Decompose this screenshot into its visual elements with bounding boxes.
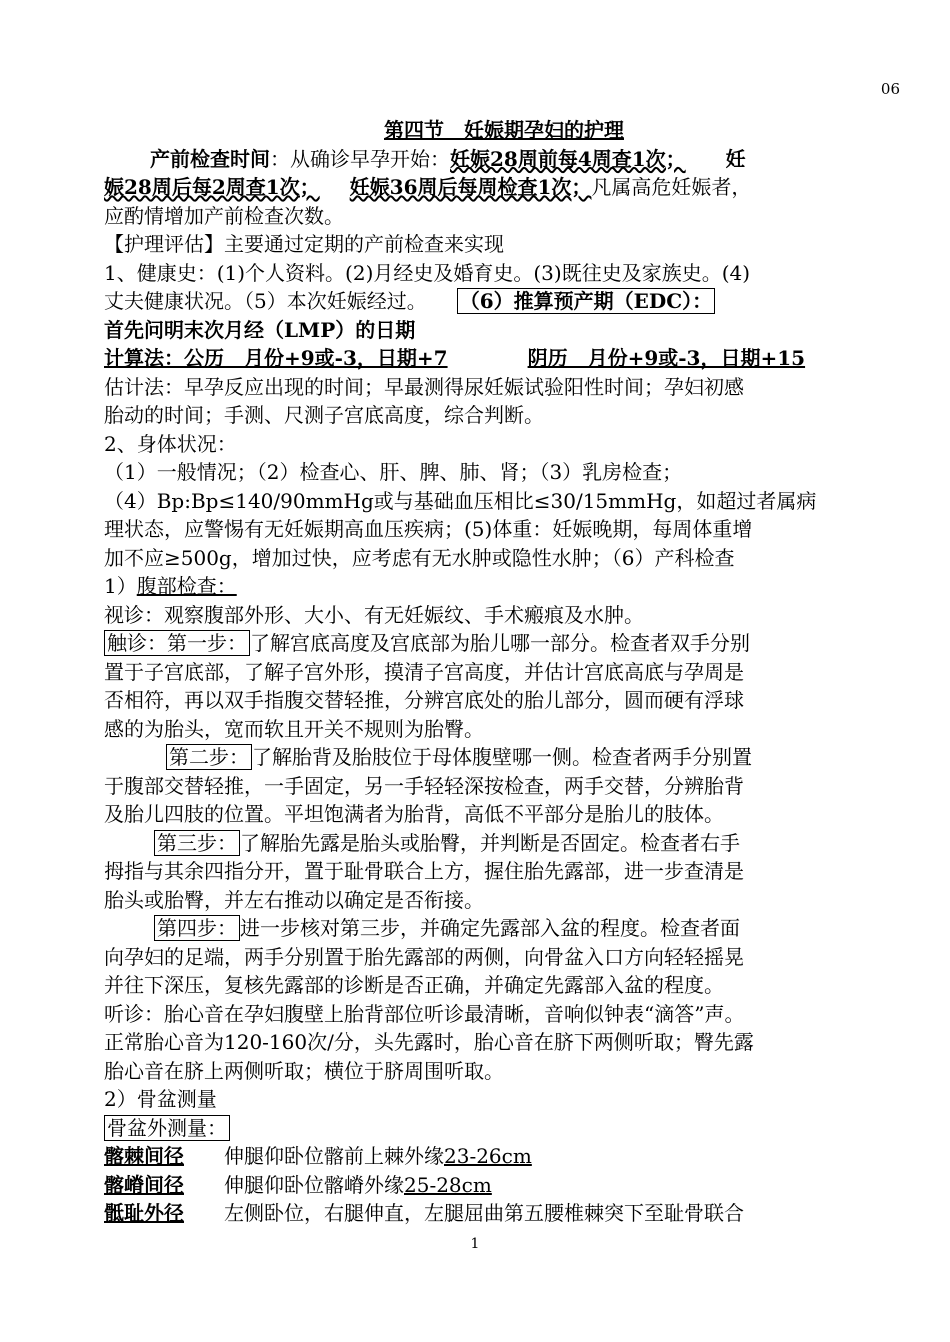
pelvis-row-desc: 伸腿仰卧位髂嵴外缘 <box>224 1172 404 1197</box>
intro-label: 产前检查时间 <box>150 146 270 171</box>
intro-line-3: 应酌情增加产前检查次数。 <box>104 203 344 228</box>
auscultation-line-1: 听诊：胎心音在孕妇腹壁上胎背部位听诊最清晰，音响似钟表“滴答”声。 <box>104 1001 745 1026</box>
auscultation-line-3: 胎心音在脐上两侧听取；横位于脐周围听取。 <box>104 1058 504 1083</box>
body-status-line-2: （4）Bp:Bp≤140/90mmHg或与基础血压相比≤30/15mmHg，如超过者属病 <box>104 488 817 513</box>
pelvis-row-desc: 左侧卧位，右腿伸直，左腿屈曲第五腰椎棘突下至耻骨联合 <box>224 1201 744 1225</box>
body-status-line-3: 理状态，应警惕有无妊娠期高血压疾病；(5)体重：妊娠晚期，每周体重增 <box>104 517 753 541</box>
step2-label: 第二步： <box>166 744 252 770</box>
history-line2-text: 丈夫健康状况。（5）本次妊娠经过。 <box>104 289 427 313</box>
pelvis-external-line <box>104 1114 904 1143</box>
auscultation-line-2: 正常胎心音为120-160次/分，头先露时，胎心音在脐下两侧听取；臀先露 <box>104 1030 754 1054</box>
intro-part3: 妊 <box>725 146 746 171</box>
abdominal-heading <box>104 572 904 601</box>
step4-line-2: 向孕妇的足端，两手分别置于胎先露部的两侧，向骨盆入口方向轻轻摇晃 <box>104 944 744 969</box>
estimate-line-1: 估计法：早孕反应出现的时间；早最测得尿妊娠试验阳性时间；孕妇初感 <box>104 374 744 399</box>
step1-line-1 <box>104 629 904 658</box>
intro-part2: 妊娠28周前每4周查1次； <box>450 146 686 171</box>
lmp-line: 首先问明末次月经（LMP）的日期 <box>104 317 416 342</box>
step3-text-1: 了解胎先露是胎头或胎臀，并判断是否固定。检查者右手 <box>240 830 740 855</box>
pelvis-row <box>104 1199 904 1228</box>
abdominal-num: 1） <box>104 574 137 598</box>
body-status-line-4: 加不应≥500g，增加过快，应考虑有无水肿或隐性水肿；（6）产科检查 <box>104 545 735 570</box>
calc-lunar: 阴历 月份+9或-3，日期+15 <box>527 346 806 370</box>
intro-line2-a: 娠28周后每2周查1次； <box>104 175 320 199</box>
step1-line-3: 否相符，再以双手指腹交替轻推，分辨宫底处的胎儿部分，圆而硬有浮球 <box>104 688 744 712</box>
pelvis-row-name: 髂嵴间径 <box>104 1172 184 1197</box>
step3-line-1 <box>104 829 904 858</box>
step2-line-1 <box>104 743 904 772</box>
step4-text-1: 进一步核对第三步，并确定先露部入盆的程度。检查者面 <box>240 916 740 940</box>
estimate-line-2: 胎动的时间；手测、尺测子宫底高度，综合判断。 <box>104 403 544 427</box>
header-code: 06 <box>880 80 900 98</box>
step4-label: 第四步： <box>154 915 240 941</box>
abdominal-label: 腹部检查： <box>136 574 237 598</box>
calc-gregorian: 计算法：公历 月份+9或-3，日期+7 <box>104 346 448 370</box>
step2-line-2: 于腹部交替轻推，一手固定，另一手轻轻深按检查，两手交替，分辨胎背 <box>104 773 744 798</box>
calc-line <box>104 344 904 373</box>
visual-inspection: 视诊：观察腹部外形、大小、有无妊娠纹、手术瘢痕及水肿。 <box>104 602 644 627</box>
history-line-2 <box>104 287 904 316</box>
intro-line2-b: 妊娠36周后每周检查1次； <box>349 175 592 199</box>
pelvis-row <box>104 1142 904 1171</box>
edc-box: （6）推算预产期（EDC）： <box>457 288 715 314</box>
body-status-line-1: （1）一般情况；（2）检查心、肝、脾、肺、肾；（3）乳房检查； <box>104 460 683 484</box>
step1-line-2: 置于子宫底部，了解子宫外形，摸清子宫高度，并估计宫底高底与孕周是 <box>104 659 744 684</box>
step2-line-3: 及胎儿四肢的位置。平坦饱满者为胎背，高低不平部分是胎儿的肢体。 <box>104 802 724 826</box>
step2-text-1: 了解胎背及胎肢位于母体腹壁哪一侧。检查者两手分别置 <box>252 745 752 769</box>
pelvis-row-desc: 伸腿仰卧位髂前上棘外缘 <box>224 1144 444 1168</box>
pelvis-row-name: 骶耻外径 <box>104 1201 184 1225</box>
pelvis-heading: 2）骨盆测量 <box>104 1087 217 1111</box>
body-status-heading: 2、身体状况： <box>104 431 237 456</box>
assessment-heading: 【护理评估】主要通过定期的产前检查来实现 <box>104 232 504 256</box>
pelvis-external-box: 骨盆外测量： <box>104 1115 230 1141</box>
step3-label: 第三步： <box>154 830 240 856</box>
step4-line-3: 并往下深压，复核先露部的诊断是否正确，并确定先露部入盆的程度。 <box>104 973 724 997</box>
intro-part1: ：从确诊早孕开始： <box>270 146 450 171</box>
step3-line-2: 拇指与其余四指分开，置于耻骨联合上方，握住胎先露部，进一步查清是 <box>104 859 744 883</box>
history-line-1: 1、健康史：(1)个人资料。(2)月经史及婚育史。(3)既往史及家族史。(4) <box>104 260 751 285</box>
step1-label: 触诊：第一步： <box>104 630 250 656</box>
pelvis-row-value: 25-28cm <box>404 1172 492 1197</box>
step1-text-1: 了解宫底高度及宫底部为胎儿哪一部分。检查者双手分别 <box>250 631 750 655</box>
intro-line-1 <box>104 145 904 174</box>
intro-line-2 <box>104 173 904 202</box>
document-body <box>104 116 904 1228</box>
pelvis-row <box>104 1171 904 1200</box>
step1-line-4: 感的为胎头，宽而软且开关不规则为胎臀。 <box>104 716 484 741</box>
section-title: 第四节 妊娠期孕妇的护理 <box>384 118 624 142</box>
pelvis-row-name: 髂棘间径 <box>104 1144 184 1168</box>
step3-line-3: 胎头或胎臀，并左右推动以确定是否衔接。 <box>104 887 484 912</box>
step4-line-1 <box>104 914 904 943</box>
pelvis-row-value: 23-26cm <box>444 1144 532 1168</box>
intro-line2-c: 凡属高危妊娠者， <box>591 175 752 199</box>
page-number: 1 <box>470 1236 480 1252</box>
